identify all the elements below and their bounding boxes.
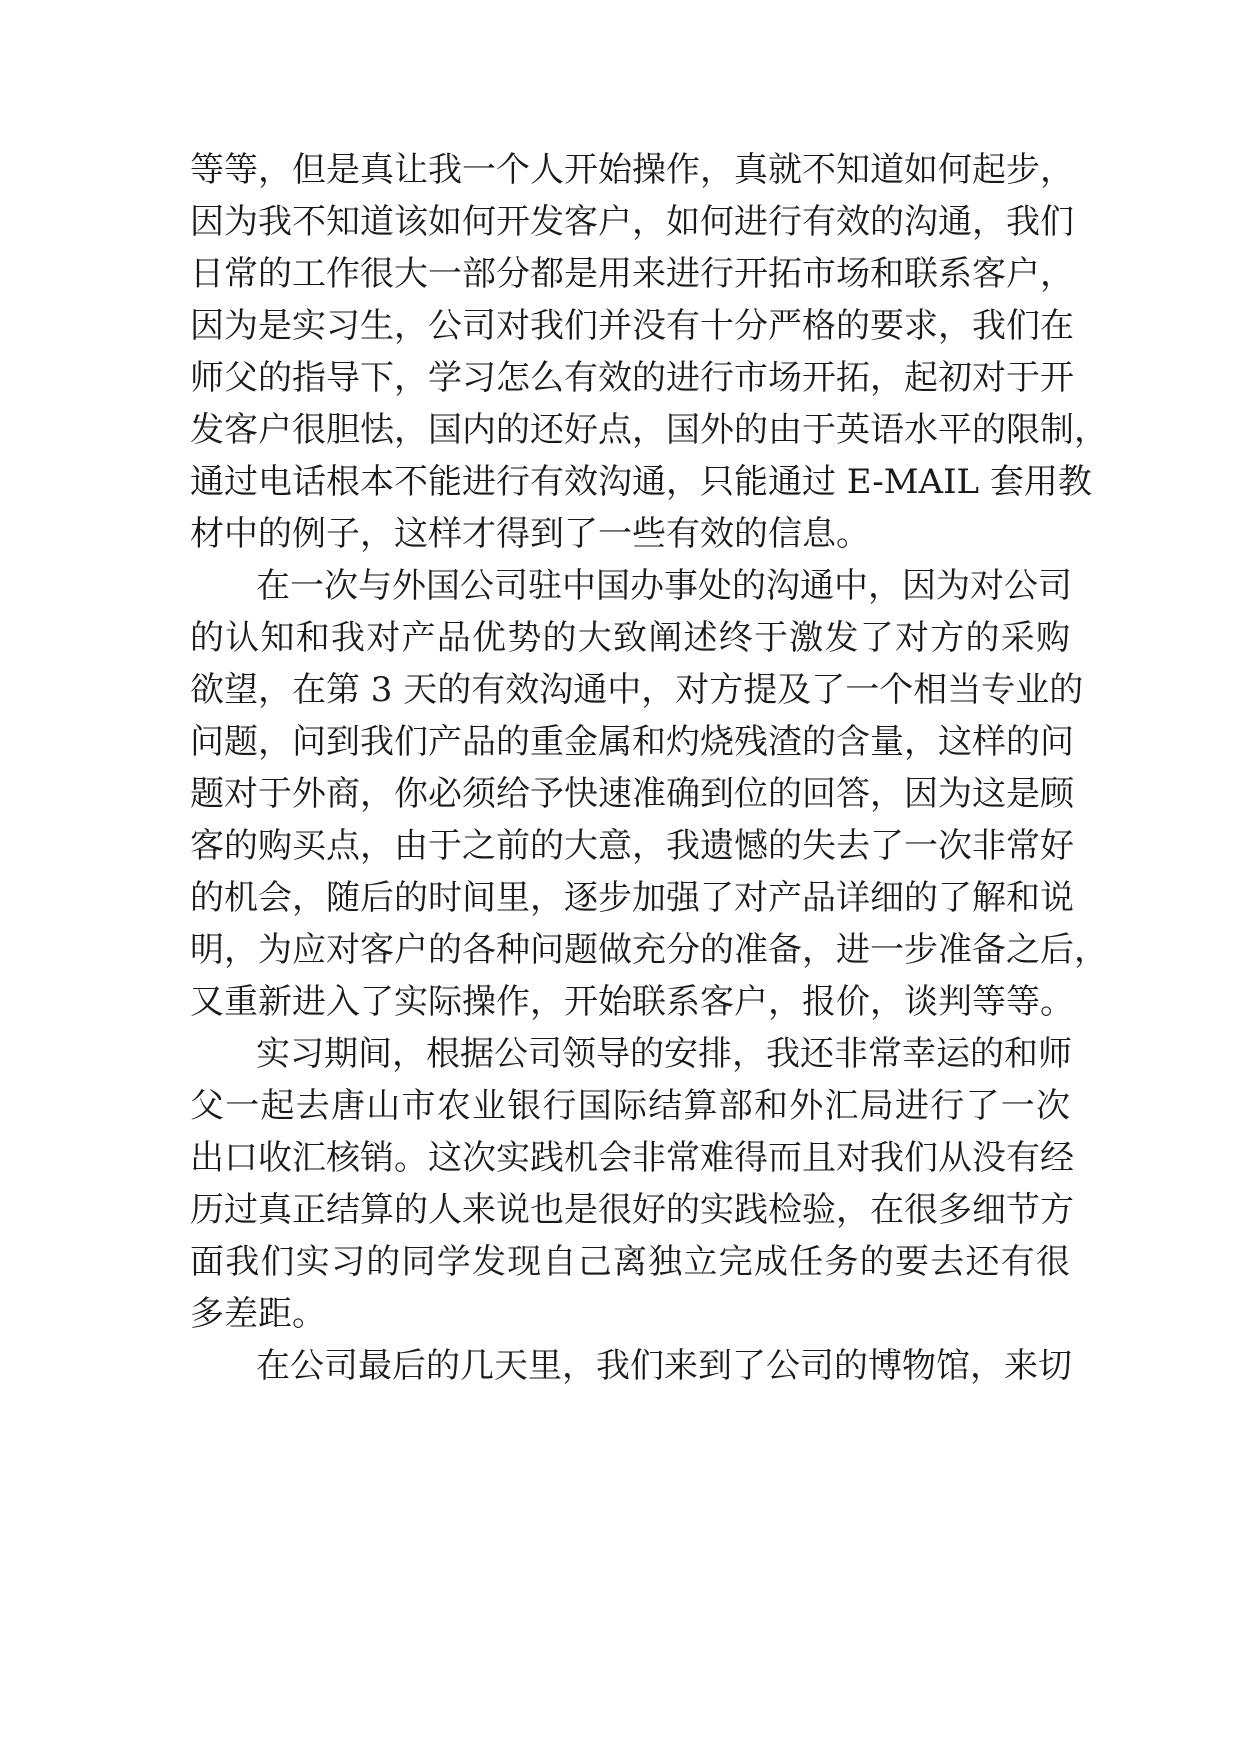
text-line: 欲望，在第 3 天的有效沟通中，对方提及了一个相当专业的	[190, 670, 1084, 710]
text-line: 日常的工作很大一部分都是用来进行开拓市场和联系客户，	[190, 254, 1074, 294]
text-line: 出口收汇核销。这次实践机会非常难得而且对我们从没有经	[190, 1138, 1074, 1178]
text-line: 实习期间，根据公司领导的安排，我还非常幸运的和师	[256, 1034, 1072, 1074]
text-line: 因为是实习生，公司对我们并没有十分严格的要求，我们在	[190, 306, 1074, 346]
text-line: 通过电话根本不能进行有效沟通，只能通过 E-MAIL 套用教	[190, 462, 1092, 502]
text-line: 历过真正结算的人来说也是很好的实践检验，在很多细节方	[190, 1190, 1074, 1230]
text-line: 等等，但是真让我一个人开始操作，真就不知道如何起步，	[190, 150, 1074, 190]
text-line: 师父的指导下，学习怎么有效的进行市场开拓，起初对于开	[190, 358, 1074, 398]
text-line: 因为我不知道该如何开发客户，如何进行有效的沟通，我们	[190, 202, 1074, 242]
text-line: 发客户很胆怯，国内的还好点，国外的由于英语水平的限制，	[190, 410, 1108, 450]
text-line: 多差距。	[190, 1294, 326, 1334]
text-line: 又重新进入了实际操作，开始联系客户，报价，谈判等等。	[190, 982, 1074, 1022]
text-line: 的机会，随后的时间里，逐步加强了对产品详细的了解和说	[190, 878, 1074, 918]
text-line: 在一次与外国公司驻中国办事处的沟通中，因为对公司	[256, 566, 1072, 606]
text-line: 父一起去唐山市农业银行国际结算部和外汇局进行了一次	[190, 1086, 1070, 1126]
text-line: 问题，问到我们产品的重金属和灼烧残渣的含量，这样的问	[190, 722, 1074, 762]
text-line: 客的购买点，由于之前的大意，我遗憾的失去了一次非常好	[190, 826, 1074, 866]
text-line: 明，为应对客户的各种问题做充分的准备，进一步准备之后，	[190, 930, 1108, 970]
text-line: 题对于外商，你必须给予快速准确到位的回答，因为这是顾	[190, 774, 1074, 814]
text-line: 面我们实习的同学发现自己离独立完成任务的要去还有很	[190, 1242, 1070, 1282]
text-line: 的认知和我对产品优势的大致阐述终于激发了对方的采购	[190, 618, 1070, 658]
text-line: 材中的例子，这样才得到了一些有效的信息。	[190, 514, 870, 554]
text-line: 在公司最后的几天里，我们来到了公司的博物馆，来切	[256, 1346, 1072, 1386]
